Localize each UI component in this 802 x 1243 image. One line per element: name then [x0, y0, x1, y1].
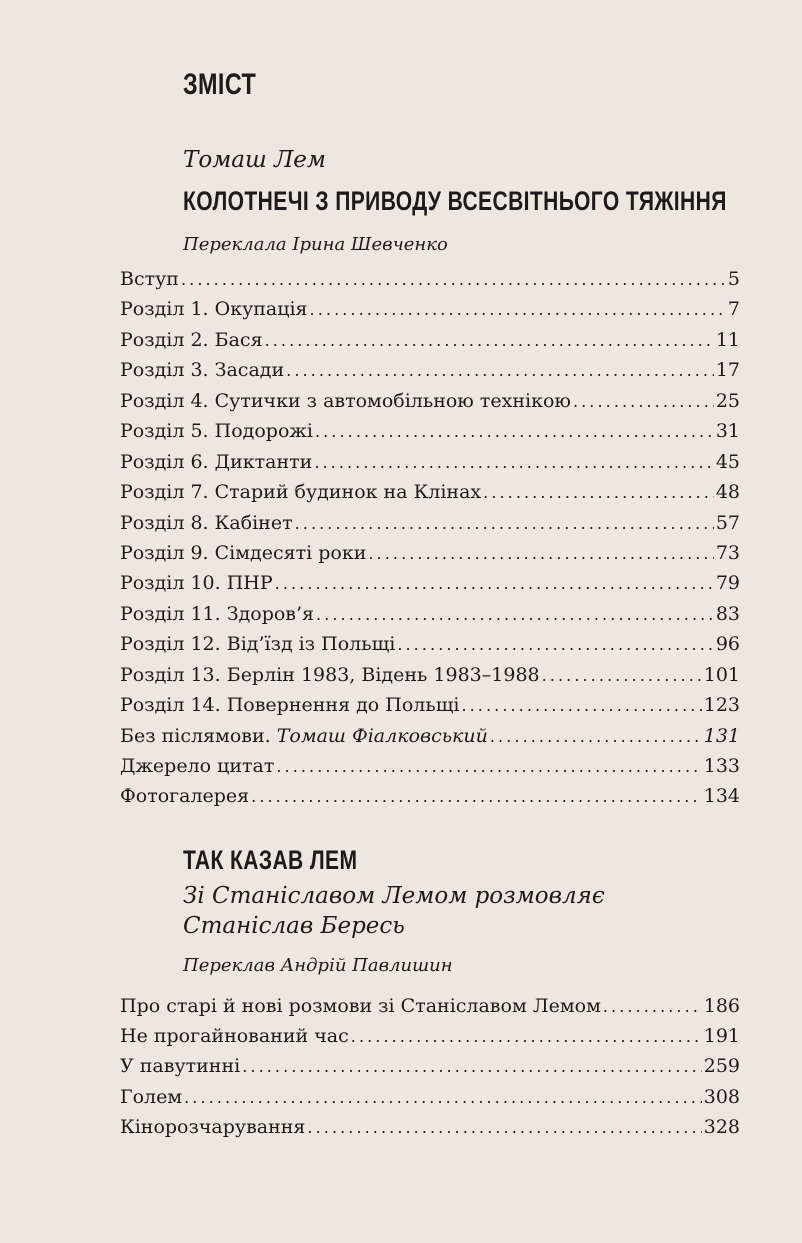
leader-dots	[316, 600, 714, 630]
toc-entry[interactable]	[120, 1051, 740, 1081]
entry-title: Розділ 7. Старий будинок на Клінах	[120, 481, 482, 504]
leader-dots	[251, 782, 702, 812]
entry-title: Фотогалерея	[120, 785, 250, 808]
leader-dots	[542, 661, 702, 691]
entry-title: Розділ 4. Сутички з автомобільною технікою	[120, 389, 571, 412]
entry-page: 7	[727, 298, 740, 321]
toc-entry[interactable]	[120, 264, 740, 294]
leader-dots	[265, 326, 714, 356]
leader-dots	[461, 691, 701, 721]
entry-title: Розділ 6. Диктанти	[120, 450, 313, 473]
section2-subtitle-line2: Станіслав Бересь	[183, 913, 405, 939]
section2-subtitle-line1: Зі Станіславом Лемом розмовляє	[183, 883, 605, 909]
entry-title: Розділ 14. Повернення до Польщі	[120, 694, 460, 717]
toc-entry[interactable]	[120, 1082, 740, 1112]
entry-page: 31	[715, 420, 740, 443]
toc-entry[interactable]	[120, 721, 740, 751]
leader-dots	[295, 509, 714, 539]
toc-entry[interactable]	[120, 416, 740, 446]
leader-dots	[314, 448, 714, 478]
page-heading: ЗМІСТ	[183, 68, 257, 101]
entry-title: Голем	[120, 1085, 183, 1108]
entry-page: 45	[715, 450, 740, 473]
entry-page: 133	[703, 755, 740, 777]
entry-page: 57	[715, 511, 740, 534]
toc-entry[interactable]	[120, 690, 740, 720]
entry-page: 5	[727, 268, 740, 290]
entry-page: 328	[703, 1115, 740, 1138]
toc-entry[interactable]	[120, 386, 740, 416]
toc-entry[interactable]	[120, 355, 740, 385]
entry-title: Розділ 10. ПНР	[120, 572, 273, 595]
entry-title: Розділ 13. Берлін 1983, Відень 1983–1988	[120, 663, 540, 686]
entry-page: 48	[715, 481, 740, 504]
leader-dots	[368, 539, 713, 569]
entry-title: Розділ 12. Від’їзд із Польщі	[120, 633, 396, 656]
toc-entry[interactable]	[120, 325, 740, 355]
leader-dots	[397, 630, 713, 660]
entry-page: 131	[703, 724, 740, 747]
entry-page: 134	[703, 785, 740, 808]
entry-title: Кінорозчарування	[120, 1115, 306, 1138]
leader-dots	[184, 1083, 702, 1113]
leader-dots	[603, 992, 702, 1022]
entry-page: 308	[703, 1085, 740, 1108]
entry-title: Розділ 8. Кабінет	[120, 511, 293, 534]
section2-translator: Переклав Андрій Павлишин	[183, 955, 453, 976]
toc-entry[interactable]	[120, 1112, 740, 1142]
leader-dots	[315, 417, 714, 447]
leader-dots	[275, 569, 714, 599]
entry-title	[120, 721, 490, 751]
leader-dots	[351, 1022, 702, 1052]
section2-title: ТАК КАЗАВ ЛЕМ	[183, 845, 358, 875]
leader-dots	[307, 1113, 701, 1143]
entry-page: 191	[703, 1025, 740, 1048]
entry-title: Розділ 2. Бася	[120, 328, 263, 351]
entry-page: 186	[703, 995, 740, 1017]
toc-list-section1	[120, 264, 740, 812]
toc-entry[interactable]	[120, 538, 740, 568]
entry-title: Розділ 1. Окупація	[120, 298, 308, 321]
entry-title: Не прогайнований час	[120, 1025, 349, 1048]
entry-title-author: Томаш Фіалковський	[276, 724, 488, 747]
section1-title: КОЛОТНЕЧІ З ПРИВОДУ ВСЕСВІТНЬОГО ТЯЖІННЯ	[183, 186, 727, 216]
leader-dots	[573, 387, 714, 417]
entry-title: Про старі й нові розмови зі Станіславом Лемом	[120, 995, 601, 1017]
entry-page: 101	[703, 663, 740, 686]
entry-page: 11	[715, 328, 740, 351]
leader-dots	[286, 356, 714, 386]
entry-title: Джерело цитат	[120, 755, 275, 777]
section1-author: Томаш Лем	[183, 147, 326, 173]
toc-entry[interactable]	[120, 508, 740, 538]
leader-dots	[310, 295, 726, 325]
section1-translator: Переклала Ірина Шевченко	[183, 234, 448, 255]
toc-entry[interactable]	[120, 781, 740, 811]
toc-entry[interactable]	[120, 599, 740, 629]
entry-page: 79	[715, 572, 740, 595]
toc-entry[interactable]	[120, 629, 740, 659]
leader-dots	[181, 265, 726, 295]
toc-entry[interactable]	[120, 991, 740, 1021]
toc-list-section2	[120, 991, 740, 1142]
entry-page: 123	[703, 694, 740, 717]
leader-dots	[242, 1052, 702, 1082]
leader-dots	[483, 478, 714, 508]
toc-entry[interactable]	[120, 1021, 740, 1051]
leader-dots	[276, 752, 701, 782]
entry-title: Розділ 3. Засади	[120, 359, 285, 382]
toc-entry[interactable]	[120, 751, 740, 781]
entry-page: 25	[715, 389, 740, 412]
entry-title-plain: Без післямови.	[120, 724, 271, 747]
toc-entry[interactable]	[120, 660, 740, 690]
entry-title: Розділ 11. Здоров’я	[120, 602, 315, 625]
entry-page: 83	[715, 602, 740, 625]
entry-title: У павутинні	[120, 1055, 241, 1078]
entry-page: 73	[715, 541, 740, 564]
toc-entry[interactable]	[120, 568, 740, 598]
toc-entry[interactable]	[120, 447, 740, 477]
toc-entry[interactable]	[120, 294, 740, 324]
entry-page: 96	[715, 633, 740, 656]
leader-dots	[490, 722, 702, 752]
entry-title: Вступ	[120, 268, 179, 290]
entry-title: Розділ 5. Подорожі	[120, 420, 313, 443]
entry-page: 259	[703, 1055, 740, 1078]
entry-page: 17	[715, 359, 740, 382]
toc-entry[interactable]	[120, 477, 740, 507]
entry-title: Розділ 9. Сімдесяті роки	[120, 541, 367, 564]
